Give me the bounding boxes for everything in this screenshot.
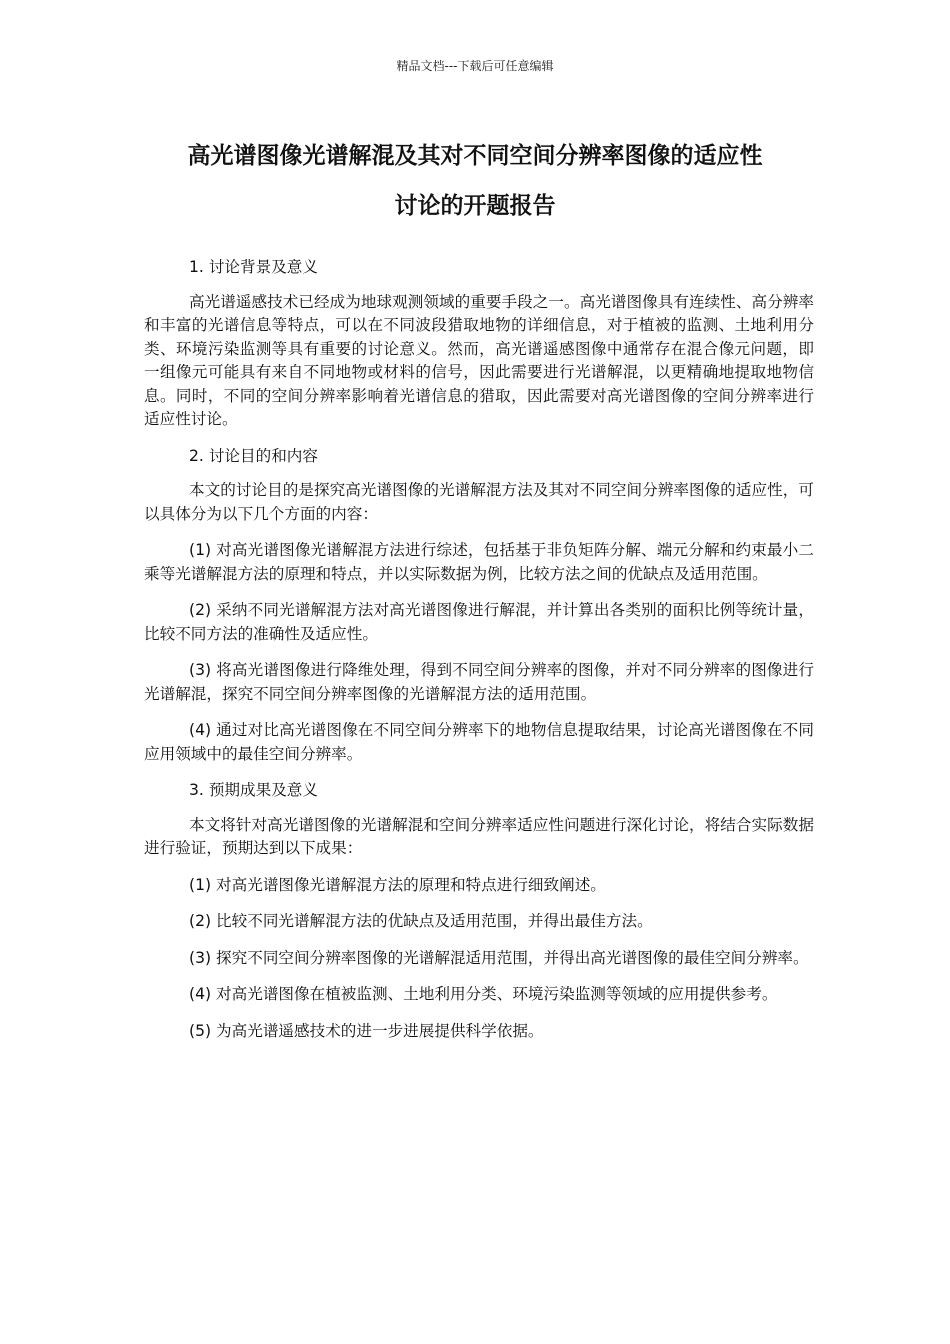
header-note: 精品文档---下载后可任意编辑 bbox=[396, 59, 554, 73]
document-title-line-1: 高光谱图像光谱解混及其对不同空间分辨率图像的适应性 bbox=[187, 143, 763, 169]
list-item: (2) 比较不同光谱解混方法的优缺点及适用范围，并得出最佳方法。 bbox=[189, 912, 653, 930]
list-item: (1) 对高光谱图像光谱解混方法进行综述，包括基于非负矩阵分解、端元分解和约束最小二乘等光谱解混方法的原理和特点，并以实际数据为例，比较方法之间的优缺点及适用范围。 bbox=[144, 541, 814, 583]
document-title-line-2: 讨论的开题报告 bbox=[394, 193, 556, 219]
list-item: (3) 将高光谱图像进行降维处理，得到不同空间分辨率的图像，并对不同分辨率的图像进行光谱解混，探究不同空间分辨率图像的光谱解混方法的适用范围。 bbox=[144, 661, 814, 703]
paragraph: 本文将针对高光谱图像的光谱解混和空间分辨率适应性问题进行深化讨论，将结合实际数据进行验证，预期达到以下成果： bbox=[144, 815, 814, 857]
section-heading: 1. 讨论背景及意义 bbox=[189, 258, 318, 276]
list-item: (3) 探究不同空间分辨率图像的光谱解混适用范围，并得出高光谱图像的最佳空间分辨率。 bbox=[189, 948, 809, 967]
paragraph: 高光谱遥感技术已经成为地球观测领域的重要手段之一。高光谱图像具有连续性、高分辨率和丰富的光谱信息等特点，可以在不同波段猎取地物的详细信息，对于植被的监测、土地利用分类、环境污染监测等具有重要的讨论意义。然而，高光谱遥感图像中通常存在混合像元问题，即一组像元可能具有来自不同地物或材料的信号，因此需要进行光谱解混，以更精确地提取地物信息。同时，不同的空间分辨率影响着光谱信息的猎取，因此需要对高光谱图像的空间分辨率进行适应性讨论。 bbox=[144, 292, 814, 428]
list-item: (5) 为高光谱遥感技术的进一步进展提供科学依据。 bbox=[189, 1021, 544, 1040]
section-heading: 2. 讨论目的和内容 bbox=[189, 446, 318, 465]
paragraph: 本文的讨论目的是探究高光谱图像的光谱解混方法及其对不同空间分辨率图像的适应性，可以具体分为以下几个方面的内容： bbox=[144, 481, 814, 523]
list-item: (1) 对高光谱图像光谱解混方法的原理和特点进行细致阐述。 bbox=[189, 875, 606, 894]
document-body bbox=[144, 256, 814, 1056]
list-item: (4) 通过对比高光谱图像在不同空间分辨率下的地物信息提取结果，讨论高光谱图像在不同应用领域中的最佳空间分辨率。 bbox=[144, 721, 814, 763]
list-item: (2) 采纳不同光谱解混方法对高光谱图像进行解混，并计算出各类别的面积比例等统计量，比较不同方法的准确性及适应性。 bbox=[144, 601, 814, 643]
list-item: (4) 对高光谱图像在植被监测、土地利用分类、环境污染监测等领域的应用提供参考。 bbox=[189, 985, 778, 1003]
section-heading: 3. 预期成果及意义 bbox=[189, 781, 318, 799]
